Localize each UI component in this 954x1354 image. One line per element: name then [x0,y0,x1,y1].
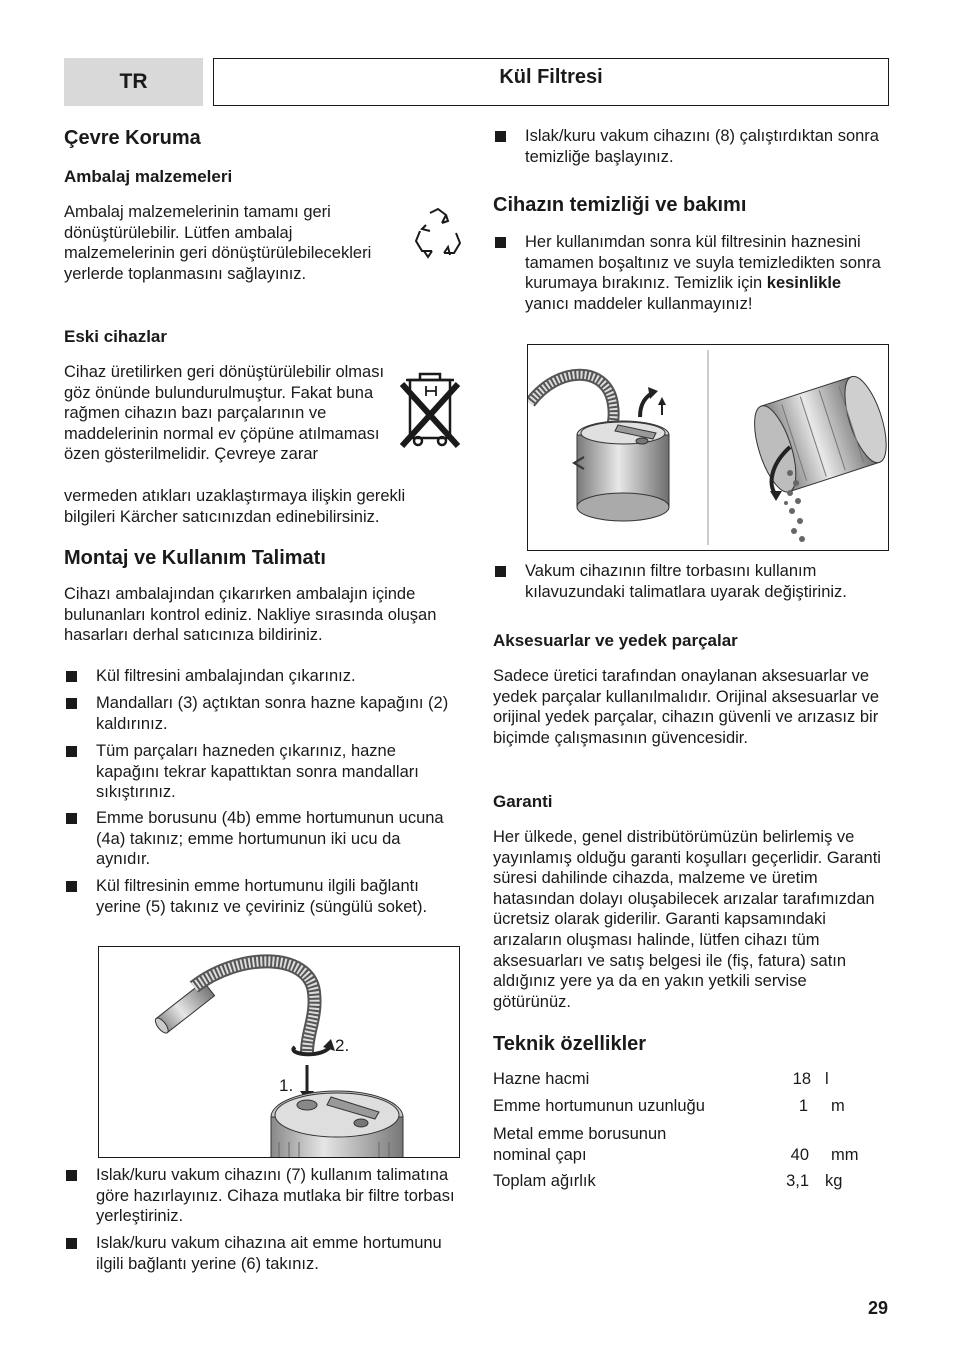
spec-label-2: nominal çapı [493,1145,587,1164]
spec-unit: kg [825,1172,843,1190]
accessories-heading: Aksesuarlar ve yedek parçalar [493,631,738,650]
assembly-step-4: Emme borusunu (4b) emme hortumunun ucuna (4a) takınız; emme hortumunun iki ucu da aynıdır. [64,808,459,870]
assembly-step-3: Tüm parçaları hazneden çıkarınız, hazne kapağını tekrar kapattıktan sonra mandalları sıkıştırınız. [64,741,459,803]
spec-unit: m [831,1097,845,1115]
care-step [493,232,889,314]
care-text-b: yanıcı maddeler kullanmayınız! [525,294,753,313]
packaging-heading: Ambalaj malzemeleri [64,167,233,186]
spec-row-hose-length [493,1096,888,1117]
tech-specs-heading: Teknik özellikler [493,1033,647,1055]
language-tab: TR [64,58,203,106]
emptying-figure [527,344,889,551]
spec-label: Emme hortumunun uzunluğu [493,1097,705,1115]
environment-heading: Çevre Koruma [64,127,201,149]
old-devices-heading: Eski cihazlar [64,327,168,346]
care-text-a: Her kullanımdan sonra kül filtresinin haznesini tamamen boşaltınız ve suyla temizledikten sonra kurumaya bırakınız. Temizlik için [525,233,881,293]
hose-connection-figure [98,946,460,1158]
care-heading: Cihazın temizliği ve bakımı [493,194,747,216]
spec-value: 18 [792,1070,811,1088]
old-devices-text-2: vermeden atıkları uzaklaştırmaya ilişkin gerekli bilgileri Kärcher satıcınızdan edinebilirsiniz. [64,487,406,526]
spec-value: 40 [790,1145,809,1164]
warranty-text: Her ülkede, genel distribütörümüzün belirlemiş ve yayınlamış olduğu garanti koşulları geçerlidir. Garanti süresi dahilinde cihazda, malzeme ve üretim hatasından dolayı oluşabilecek arızalar tarafımızdan ücretsiz olarak giderilir. Garanti kapsamındaki arızaların oluşması halinde, lütfen cihazı tüm aksesuarları ve satış belgesi ile (fiş, fatura) satın aldığınız yere ya da en yakın yetkili servise götürünüz. [493,828,881,1011]
old-devices-text-1: Cihaz üretilirken geri dönüştürülebilir olması göz önünde bulundurulmuştur. Fakat buna rağmen cihazın bazı parçalarının ve maddelerinin normal ev çöpüne atılmaması özen gösterilmelidir. Çevreye zarar [64,363,385,464]
warranty-heading: Garanti [493,792,553,811]
start-vacuum-step: Islak/kuru vakum cihazını (8) çalıştırdıktan sonra temizliğe başlayınız. [493,126,889,167]
spec-label: Toplam ağırlık [493,1172,596,1190]
figure-label-1: 1. [279,1076,294,1095]
spec-row-volume [493,1069,888,1090]
wet-dry-prepare-step: Islak/kuru vakum cihazını (7) kullanım talimatına göre hazırlayınız. Cihaza mutlaka bir filtre torbası yerleştiriniz. [64,1165,459,1227]
spec-value: 1 [798,1097,808,1115]
accessories-text: Sadece üretici tarafından onaylanan aksesuarlar ve yedek parçalar kullanılmalıdır. Orijinal aksesuarlar ve orijinal yedek parçalar, cihazın güvenli ve arızasız bir biçimde çalışmasının güvencesidir. [493,667,880,747]
care-text-bold: kesinlikle [766,274,842,293]
wet-dry-hose-step: Islak/kuru vakum cihazına ait emme hortumunu ilgili bağlantı yerine (6) takınız. [64,1233,459,1274]
page-number: 29 [867,1298,888,1318]
assembly-step-2: Mandalları (3) açtıktan sonra hazne kapağını (2) kaldırınız. [64,693,459,734]
crossed-bin-icon [396,368,466,452]
figure-label-2: 2. [335,1036,350,1055]
assembly-step-5: Kül filtresinin emme hortumunu ilgili bağlantı yerine (5) takınız ve çeviriniz (süngülü soket). [64,876,459,917]
spec-label: Hazne hacmi [493,1070,590,1088]
recycle-icon [412,205,464,261]
spec-unit: mm [831,1145,859,1164]
spec-label: Metal emme borusunun [493,1125,667,1143]
spec-value: 3,1 [786,1172,809,1190]
filter-bag-step: Vakum cihazının filtre torbasını kullanım kılavuzundaki talimatlara uyarak değiştiriniz. [493,561,889,602]
packaging-text: Ambalaj malzemelerinin tamamı geri dönüştürülebilir. Lütfen ambalaj malzemelerinin geri dönüştürülebilecekleri yerlerde toplanmasını sağlayınız. [64,203,372,283]
spec-row-pipe-diameter [493,1124,888,1165]
assembly-intro: Cihazı ambalajından çıkarırken ambalajın içinde bulunanları kontrol ediniz. Nakliye sırasında oluşan hasarları derhal satıcınıza bildiriniz. [64,585,437,645]
spec-unit: l [825,1070,829,1088]
page-title: Kül Filtresi [213,58,889,106]
assembly-step-1: Kül filtresini ambalajından çıkarınız. [64,666,459,687]
assembly-heading: Montaj ve Kullanım Talimatı [64,547,326,569]
spec-row-weight [493,1171,888,1192]
